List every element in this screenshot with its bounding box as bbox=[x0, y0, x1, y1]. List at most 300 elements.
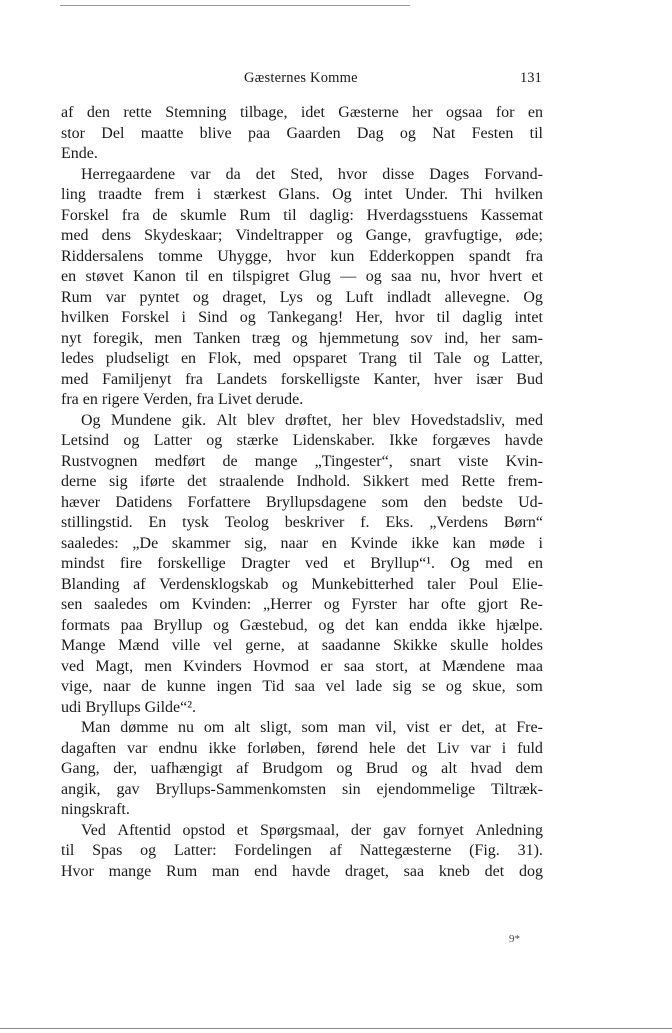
text-word: angik, bbox=[61, 780, 101, 798]
text-line bbox=[61, 677, 543, 698]
text-line bbox=[61, 595, 543, 616]
text-word: at bbox=[297, 637, 309, 654]
text-word: Latter, bbox=[501, 350, 543, 367]
text-word: Her, bbox=[355, 309, 383, 326]
text-word: Tiltræk- bbox=[491, 780, 543, 798]
text-word: til bbox=[61, 842, 75, 859]
text-word: af bbox=[61, 104, 74, 121]
text-line-content: udi Bryllups Gilde“². bbox=[61, 698, 197, 716]
text-word: øde; bbox=[515, 227, 543, 244]
text-word: Alt bbox=[216, 411, 237, 429]
text-word: til bbox=[408, 350, 423, 367]
text-word: og bbox=[336, 760, 353, 777]
text-word: Bryllup“¹. bbox=[370, 555, 435, 572]
text-word: uafhængigt bbox=[150, 760, 223, 777]
text-word: Og bbox=[81, 411, 101, 429]
text-word: spandt bbox=[468, 247, 511, 265]
text-word: Sind bbox=[198, 309, 228, 326]
text-word: man bbox=[338, 719, 366, 736]
text-word: Vindeltrapper bbox=[235, 227, 324, 244]
text-word: viste bbox=[458, 452, 489, 470]
text-word: gerne, bbox=[245, 637, 285, 654]
text-word: Kassemat bbox=[480, 206, 543, 224]
text-word: at bbox=[419, 657, 431, 675]
text-word: Datidens bbox=[115, 493, 173, 511]
text-line bbox=[61, 739, 543, 760]
text-word: sig bbox=[392, 678, 412, 695]
text-line bbox=[61, 247, 543, 268]
text-word: Edderkoppen bbox=[368, 247, 455, 265]
text-word: Skikke bbox=[393, 637, 438, 654]
text-word: havde bbox=[504, 432, 543, 449]
text-word: sen bbox=[61, 596, 83, 613]
text-word: ikke bbox=[458, 616, 486, 634]
text-word: ogsaa bbox=[445, 104, 483, 121]
text-word: hver bbox=[433, 370, 463, 388]
text-word: (Fig. bbox=[469, 842, 500, 859]
text-word: Ud- bbox=[518, 493, 543, 511]
text-word: havde bbox=[292, 862, 331, 880]
text-word: bedste bbox=[461, 493, 503, 511]
text-word: Mænd bbox=[118, 637, 160, 654]
text-word: førend bbox=[316, 739, 358, 757]
text-word: og bbox=[399, 124, 416, 142]
text-word: der, bbox=[113, 760, 138, 777]
text-word: daglig bbox=[462, 309, 503, 326]
text-word: disse bbox=[382, 165, 415, 183]
text-line bbox=[61, 698, 543, 719]
text-word: Del bbox=[101, 124, 125, 142]
text-word: og bbox=[291, 329, 308, 347]
text-word: om bbox=[159, 596, 180, 613]
text-word: saa bbox=[294, 678, 316, 695]
text-word: Rum bbox=[166, 862, 198, 880]
text-word: Trang bbox=[359, 350, 397, 367]
text-word: vige, bbox=[61, 678, 93, 695]
text-word: Kanon bbox=[133, 268, 176, 285]
text-word: her bbox=[479, 329, 501, 347]
text-word: Magt, bbox=[95, 657, 134, 675]
text-word: Herregaardene bbox=[81, 165, 176, 183]
text-word: men bbox=[144, 657, 172, 675]
text-word: her bbox=[412, 104, 433, 121]
text-word: med bbox=[515, 411, 543, 429]
text-word: sam- bbox=[511, 329, 543, 347]
text-word: „Tingester“, bbox=[314, 452, 393, 470]
text-word: draget, bbox=[344, 862, 389, 880]
text-line bbox=[61, 185, 543, 206]
text-word: Riddersalens bbox=[61, 247, 144, 265]
text-word: ind, bbox=[444, 329, 469, 347]
text-word: beskriver bbox=[284, 514, 345, 531]
text-word: til bbox=[436, 309, 450, 326]
text-word: saaledes: bbox=[61, 534, 119, 552]
text-word: fire bbox=[119, 555, 143, 572]
text-line bbox=[61, 349, 543, 370]
text-word: ikke bbox=[411, 534, 439, 552]
text-word: møde bbox=[489, 534, 525, 552]
text-word: med bbox=[253, 350, 281, 367]
text-word: snart bbox=[409, 452, 441, 470]
text-word: alt bbox=[441, 760, 458, 777]
text-word: støvet bbox=[85, 268, 124, 285]
text-word: og bbox=[411, 760, 428, 777]
text-line bbox=[61, 308, 543, 329]
text-word: taler bbox=[427, 575, 456, 593]
text-word: var bbox=[470, 739, 491, 757]
text-word: blev bbox=[247, 411, 275, 429]
text-word: og bbox=[365, 268, 382, 285]
text-word: Gaarden bbox=[286, 124, 341, 142]
text-word: hvilken bbox=[494, 186, 543, 203]
text-word: Mange bbox=[61, 637, 106, 654]
text-line bbox=[61, 165, 543, 186]
text-word: pyntet bbox=[139, 288, 180, 306]
text-word: Glug bbox=[298, 268, 331, 285]
text-word: og bbox=[323, 596, 340, 613]
text-word: Poul bbox=[469, 575, 499, 593]
text-word: Under. bbox=[404, 186, 448, 203]
text-word: til bbox=[185, 268, 199, 285]
text-word: har bbox=[408, 596, 430, 613]
text-line bbox=[61, 226, 543, 247]
text-word: „De bbox=[132, 534, 159, 552]
text-word: en bbox=[61, 268, 77, 285]
text-word: Kvinders bbox=[183, 657, 242, 675]
text-line-content: fra en rigere Verden, fra Livet derude. bbox=[61, 391, 304, 408]
text-word: til bbox=[529, 124, 543, 142]
text-word: medført bbox=[154, 452, 206, 470]
text-word: hæver bbox=[61, 493, 101, 511]
text-word: Sikkert bbox=[362, 473, 409, 490]
text-word: det, bbox=[461, 719, 486, 736]
text-word: Gæstebud, bbox=[239, 616, 308, 634]
text-word: Liv bbox=[437, 739, 460, 757]
text-word: fra bbox=[525, 247, 543, 265]
text-word: Forvand- bbox=[484, 165, 543, 183]
running-title: Gæsternes Komme bbox=[244, 70, 358, 86]
text-word: kunne bbox=[166, 678, 206, 695]
text-word: er bbox=[320, 657, 333, 675]
text-word: hjælpe. bbox=[496, 616, 543, 634]
text-word: ofte bbox=[441, 596, 466, 613]
text-word: saaledes bbox=[94, 596, 148, 613]
text-word: og bbox=[316, 288, 333, 306]
text-word: der bbox=[350, 821, 372, 839]
text-word: Kvinde bbox=[350, 534, 398, 552]
text-word: opsparet bbox=[292, 350, 348, 367]
text-word: Landets bbox=[216, 370, 268, 388]
text-word: og bbox=[213, 616, 230, 634]
text-word: af bbox=[133, 575, 146, 593]
text-word: et bbox=[531, 268, 543, 285]
text-word: og bbox=[281, 575, 298, 593]
text-word: frem- bbox=[507, 473, 543, 490]
text-line bbox=[61, 513, 543, 534]
text-line bbox=[61, 103, 543, 124]
text-word: Hovedstadsliv, bbox=[410, 411, 506, 429]
text-line bbox=[61, 636, 543, 657]
text-word: Blanding bbox=[61, 575, 120, 593]
text-word: og bbox=[473, 350, 490, 367]
text-line bbox=[61, 862, 543, 883]
text-word: Bryllups-Sammenkomsten bbox=[155, 780, 327, 798]
text-line bbox=[61, 370, 543, 391]
text-word: straalende bbox=[219, 473, 284, 490]
text-word: Dages bbox=[429, 165, 470, 183]
text-word: en bbox=[208, 268, 224, 285]
text-word: pludseligt bbox=[105, 350, 169, 367]
text-word: Forskel bbox=[121, 309, 170, 326]
text-word: Hovmod bbox=[252, 657, 309, 675]
text-line bbox=[61, 759, 543, 780]
text-word: sligt, bbox=[260, 719, 292, 736]
text-word: en bbox=[527, 555, 543, 572]
text-word: med bbox=[485, 555, 513, 572]
text-word: er bbox=[439, 719, 452, 736]
text-word: „Verdens bbox=[429, 514, 488, 531]
text-word: Nattegæsterne bbox=[359, 842, 452, 859]
text-word: tomme bbox=[158, 247, 203, 265]
text-word: dem bbox=[515, 760, 543, 777]
text-word: Og bbox=[523, 288, 543, 306]
text-word: ingen bbox=[216, 678, 252, 695]
text-word: dens bbox=[101, 227, 131, 244]
text-word: Fre- bbox=[516, 719, 543, 736]
text-word: hvor bbox=[286, 247, 316, 265]
text-word: ikke bbox=[208, 739, 237, 757]
text-word: Fordelingen bbox=[234, 842, 312, 859]
text-word: saadanne bbox=[321, 637, 381, 654]
text-word: saa bbox=[403, 862, 425, 880]
text-line bbox=[61, 329, 543, 350]
text-word: Gæsterne bbox=[338, 104, 399, 121]
text-word: Børn“ bbox=[503, 514, 543, 531]
bottom-edge-rule bbox=[0, 1028, 672, 1029]
text-word: saa bbox=[343, 657, 365, 675]
text-word: forskellige bbox=[157, 555, 226, 572]
text-word: sin bbox=[341, 780, 361, 798]
text-word: men bbox=[154, 329, 183, 347]
text-word: og bbox=[239, 309, 256, 326]
text-word: paa bbox=[247, 124, 271, 142]
text-word: dagaften bbox=[61, 739, 117, 757]
body-text bbox=[61, 103, 543, 882]
text-word: Thi bbox=[460, 186, 483, 203]
text-word: tilbage, bbox=[239, 104, 288, 121]
text-word: Verdensklogskab bbox=[159, 575, 269, 593]
text-word: Forfattere bbox=[187, 493, 251, 511]
text-line bbox=[61, 390, 543, 411]
text-word: opstod bbox=[182, 821, 226, 839]
text-word: da bbox=[225, 165, 241, 183]
text-word: saa bbox=[391, 268, 412, 285]
text-word: Lys bbox=[279, 288, 303, 306]
text-word: tilspigret bbox=[232, 268, 290, 285]
text-word: sov bbox=[410, 329, 433, 347]
text-word: her bbox=[341, 411, 363, 429]
text-word: Gange, bbox=[365, 227, 412, 244]
text-word: Brud bbox=[365, 760, 398, 777]
text-word: nu, bbox=[420, 268, 441, 285]
text-line bbox=[61, 534, 543, 555]
text-word: stærkest bbox=[213, 186, 267, 203]
text-line bbox=[61, 493, 543, 514]
text-word: fra bbox=[121, 206, 140, 224]
text-word: Kvinden: bbox=[191, 596, 252, 613]
text-word: ledes bbox=[61, 350, 94, 367]
text-word: kan bbox=[452, 534, 476, 552]
text-word: idet bbox=[300, 104, 325, 121]
text-word: paa bbox=[120, 616, 143, 634]
text-word: naar bbox=[103, 678, 131, 695]
text-line bbox=[61, 554, 543, 575]
text-word: i bbox=[538, 534, 543, 552]
text-line-content: Ende. bbox=[61, 145, 98, 162]
text-line bbox=[61, 575, 543, 596]
text-word: stærke bbox=[236, 432, 279, 449]
text-line bbox=[61, 800, 543, 821]
text-word: hvor bbox=[337, 165, 368, 183]
text-line bbox=[61, 267, 543, 288]
text-word: med bbox=[421, 473, 449, 490]
text-word: intet bbox=[514, 309, 543, 326]
text-word: traadte bbox=[98, 186, 142, 203]
top-edge-rule bbox=[60, 5, 410, 6]
text-word: Kanter, bbox=[373, 370, 421, 388]
text-word: Nat bbox=[432, 124, 456, 142]
text-word: en bbox=[527, 104, 543, 121]
text-word: Re- bbox=[519, 596, 543, 613]
text-word: forløben, bbox=[247, 739, 306, 757]
text-line bbox=[61, 452, 543, 473]
text-line-content: ningskraft. bbox=[61, 801, 130, 818]
text-word: Latter bbox=[153, 432, 192, 449]
text-word: var bbox=[190, 165, 211, 183]
text-word: skammer bbox=[171, 534, 231, 552]
text-word: et bbox=[343, 555, 355, 572]
text-word: sig, bbox=[244, 534, 267, 552]
text-word: rette bbox=[123, 104, 152, 121]
text-line bbox=[61, 657, 543, 678]
text-word: i bbox=[501, 739, 507, 757]
text-word: et bbox=[236, 821, 249, 839]
text-word: af bbox=[236, 760, 249, 777]
text-word: stillingstid. bbox=[61, 514, 133, 531]
text-line bbox=[61, 616, 543, 637]
text-word: vist bbox=[406, 719, 430, 736]
text-word: det bbox=[345, 616, 365, 634]
text-word: formats bbox=[61, 616, 110, 634]
text-word: end bbox=[254, 862, 278, 880]
text-word: Bryllup bbox=[153, 616, 203, 634]
text-line bbox=[61, 206, 543, 227]
text-word: foregik, bbox=[92, 329, 144, 347]
text-word: blive bbox=[199, 124, 232, 142]
text-word: som bbox=[516, 678, 543, 695]
signature-mark: 9* bbox=[509, 933, 520, 945]
text-word: — bbox=[340, 268, 357, 285]
text-word: Lidenskaber. bbox=[292, 432, 375, 449]
running-header bbox=[0, 70, 672, 90]
text-word: var bbox=[127, 739, 148, 757]
text-line bbox=[61, 841, 543, 862]
text-word: gik. bbox=[181, 411, 207, 429]
text-word: sig bbox=[108, 473, 128, 490]
text-word: ejendommelige bbox=[376, 780, 476, 798]
text-word: hvert bbox=[489, 268, 523, 285]
text-word: Ved bbox=[81, 821, 106, 839]
text-word: Skydeskaar; bbox=[144, 227, 223, 244]
text-word: og bbox=[206, 432, 223, 449]
text-word: skumle bbox=[180, 206, 227, 224]
text-word: den bbox=[86, 104, 110, 121]
text-word: Mundene bbox=[110, 411, 172, 429]
text-word: allevegne. bbox=[444, 288, 510, 306]
text-word: fuld bbox=[517, 739, 543, 757]
text-word: Letsind bbox=[61, 432, 109, 449]
text-word: Spas bbox=[92, 842, 123, 859]
text-word: Latter: bbox=[173, 842, 217, 859]
page-number: 131 bbox=[520, 70, 542, 86]
text-word: hvor bbox=[450, 268, 480, 285]
text-word: man bbox=[211, 862, 240, 880]
text-word: naar bbox=[280, 534, 309, 552]
text-word: holdes bbox=[501, 637, 543, 654]
text-word: nyt bbox=[61, 329, 82, 347]
text-word: Rustvognen bbox=[61, 452, 138, 470]
text-word: Brudgom bbox=[262, 760, 323, 777]
text-word: Uhygge, bbox=[217, 247, 272, 265]
text-word: om bbox=[203, 719, 225, 736]
text-word: Gang, bbox=[61, 760, 100, 777]
text-word: hjemmetung bbox=[319, 329, 400, 347]
text-word: Tanken bbox=[193, 329, 241, 347]
text-word: skue, bbox=[472, 678, 506, 695]
text-word: at bbox=[494, 719, 507, 736]
text-word: Sted, bbox=[290, 165, 323, 183]
text-word: gav bbox=[382, 821, 406, 839]
text-word: hvor bbox=[395, 309, 425, 326]
text-word: Eks. bbox=[385, 514, 414, 531]
text-word: Ikke bbox=[389, 432, 418, 449]
text-word: og bbox=[336, 227, 353, 244]
text-line bbox=[61, 718, 543, 739]
text-word: Familjenyt bbox=[102, 370, 172, 388]
text-word: Dag bbox=[356, 124, 384, 142]
text-word: Tale bbox=[434, 350, 462, 367]
text-word: stor bbox=[61, 124, 85, 142]
text-word: Teolog bbox=[224, 514, 269, 531]
text-word: det bbox=[484, 862, 505, 880]
text-word: i bbox=[196, 186, 202, 203]
text-word: mange bbox=[108, 862, 152, 880]
text-line bbox=[61, 472, 543, 493]
text-word: En bbox=[148, 514, 167, 531]
text-word: Munkebitterhed bbox=[311, 575, 414, 593]
text-word: kun bbox=[330, 247, 355, 265]
text-word: maa bbox=[516, 657, 543, 675]
text-word: vel bbox=[212, 637, 233, 654]
text-word: og bbox=[445, 678, 462, 695]
text-word: dog bbox=[518, 862, 543, 880]
text-line bbox=[61, 431, 543, 452]
text-word: fra bbox=[185, 370, 203, 388]
text-word: Hverdagsstuens bbox=[366, 206, 468, 224]
text-word: af bbox=[329, 842, 342, 859]
text-word: Anledning bbox=[475, 821, 543, 839]
text-word: Bud bbox=[516, 370, 543, 388]
